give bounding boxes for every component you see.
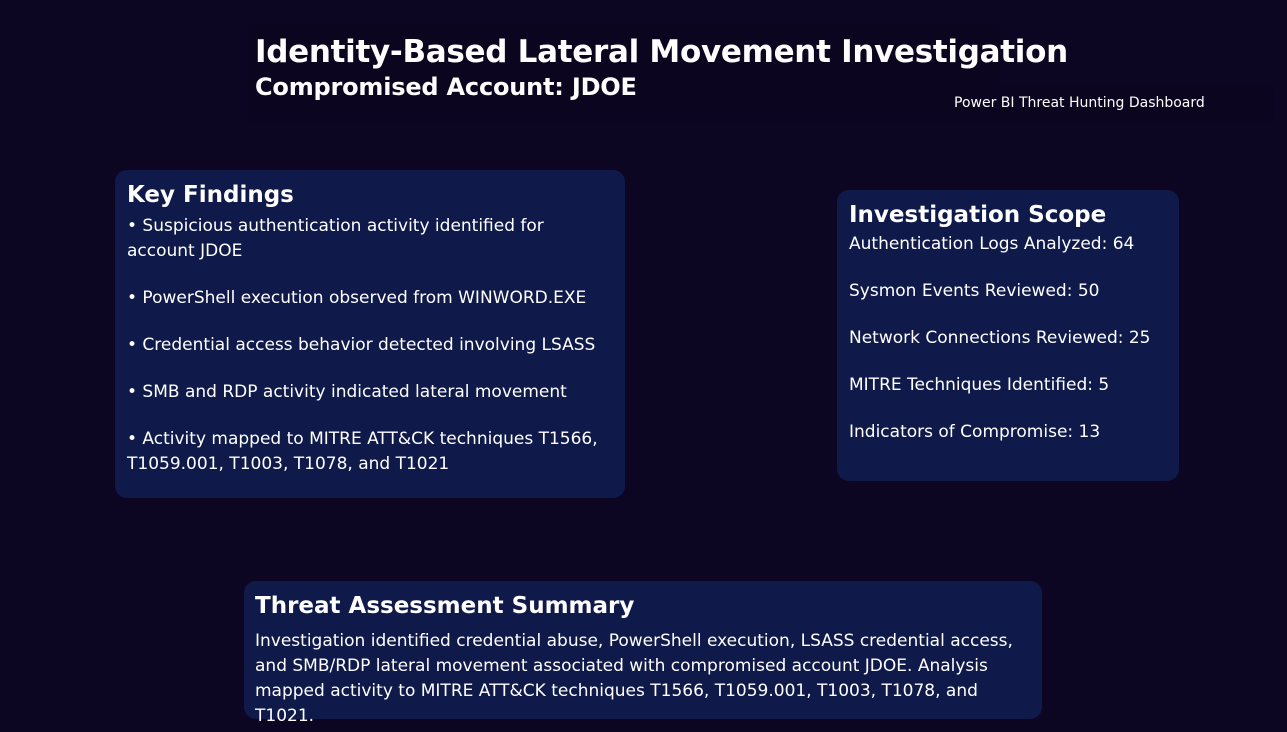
title-block — [247, 24, 1068, 124]
scope-item: Sysmon Events Reviewed: 50 — [849, 281, 1100, 301]
dashboard-label: Power BI Threat Hunting Dashboard — [944, 86, 1274, 122]
threat-summary-card — [244, 581, 1042, 726]
finding-item: • SMB and RDP activity indicated lateral movement — [127, 382, 567, 402]
page-title: Identity-Based Lateral Movement Investigation — [255, 34, 1068, 70]
threat-summary-title: Threat Assessment Summary — [255, 593, 635, 619]
investigation-scope-card — [837, 190, 1179, 481]
scope-item: MITRE Techniques Identified: 5 — [849, 375, 1110, 395]
key-findings-card — [115, 170, 625, 498]
investigation-scope-title: Investigation Scope — [849, 202, 1107, 228]
investigation-scope-list — [849, 232, 1169, 444]
threat-summary-text: Investigation identified credential abuse, PowerShell execution, LSASS credential access, and SMB/RDP lateral movement associated with compromised account JDOE. Analysis mapped activity to MITRE ATT&CK techniques T1566, T1059.001, T1003, T1078, and T1021. — [255, 631, 1013, 726]
key-findings-title: Key Findings — [127, 182, 294, 208]
finding-item: • Credential access behavior detected involving LSASS — [127, 335, 596, 355]
finding-item: • PowerShell execution observed from WINWORD.EXE — [127, 288, 587, 308]
finding-item: • Activity mapped to MITRE ATT&CK techniques T1566, T1059.001, T1003, T1078, and T1021 — [127, 429, 598, 474]
scope-item: Authentication Logs Analyzed: 64 — [849, 234, 1135, 254]
scope-item: Network Connections Reviewed: 25 — [849, 328, 1151, 348]
page-subtitle: Compromised Account: JDOE — [255, 73, 637, 101]
finding-item: • Suspicious authentication activity identified for account JDOE — [127, 216, 544, 261]
scope-item: Indicators of Compromise: 13 — [849, 422, 1101, 442]
key-findings-list — [127, 214, 615, 477]
